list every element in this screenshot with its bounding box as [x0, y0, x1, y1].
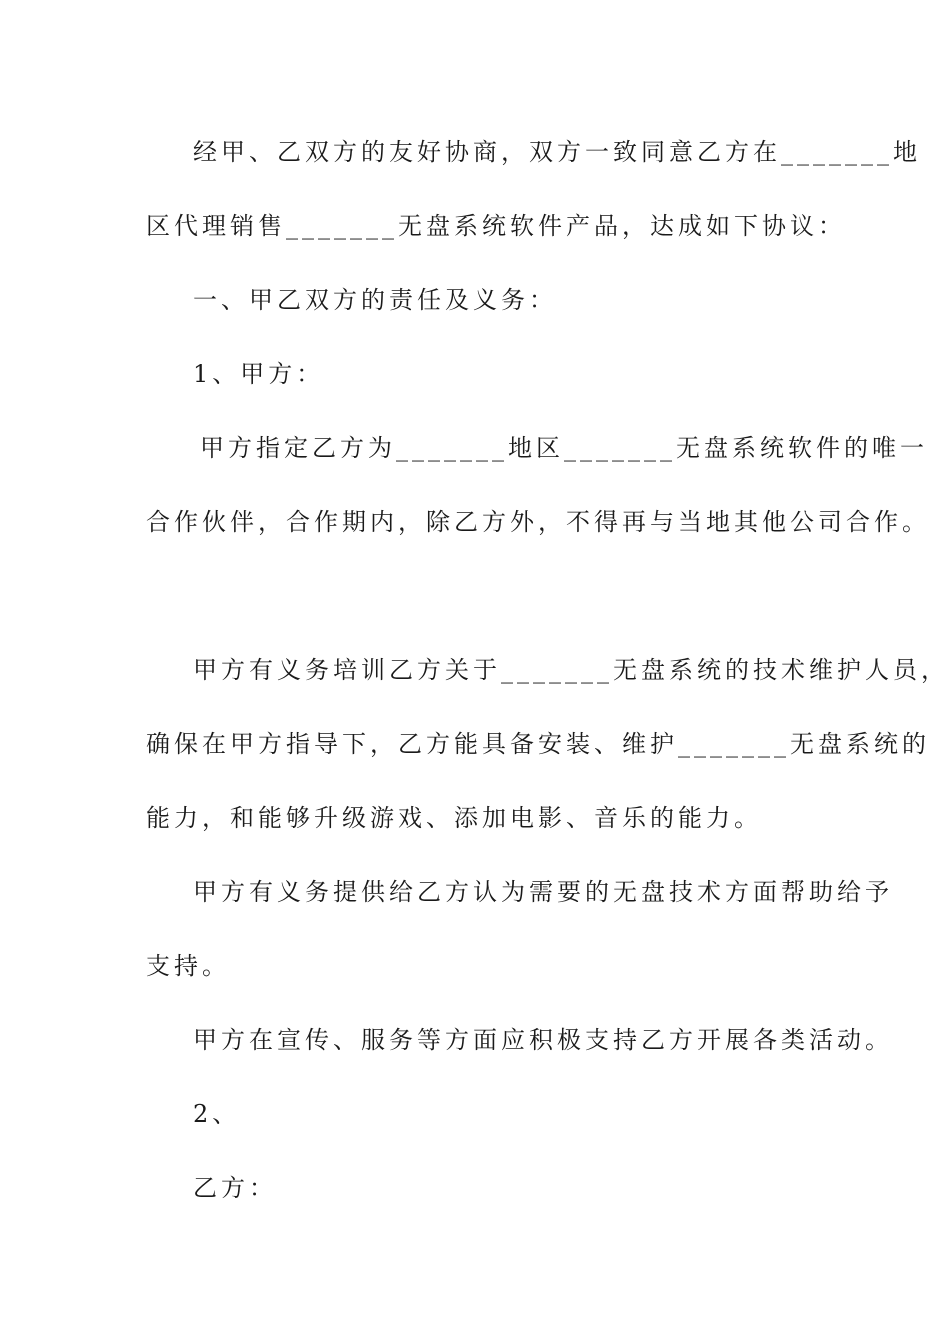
clause-training-line-2: 确保在甲方指导下，乙方能具备安装、维护_______无盘系统的	[146, 730, 930, 758]
subsection-heading-party-a: 1、甲方：	[193, 360, 325, 388]
clause-support-line-2: 支持。	[146, 952, 230, 980]
clause-training-line-3: 能力，和能够升级游戏、添加电影、音乐的能力。	[146, 804, 762, 832]
paragraph-intro-line-2: 区代理销售_______无盘系统软件产品，达成如下协议：	[146, 212, 846, 240]
paragraph-intro-line-1: 经甲、乙双方的友好协商，双方一致同意乙方在_______地	[193, 138, 921, 166]
clause-promotion: 甲方在宣传、服务等方面应积极支持乙方开展各类活动。	[193, 1026, 893, 1054]
clause-exclusive-partner-line-2: 合作伙伴，合作期内，除乙方外，不得再与当地其他公司合作。	[146, 508, 930, 536]
subsection-heading-party-b: 乙方：	[193, 1174, 277, 1202]
clause-exclusive-partner-line-1: 甲方指定乙方为_______地区_______无盘系统软件的唯一	[200, 434, 928, 462]
clause-support-line-1: 甲方有义务提供给乙方认为需要的无盘技术方面帮助给予	[193, 878, 893, 906]
section-heading-responsibilities: 一、甲乙双方的责任及义务：	[193, 286, 557, 314]
clause-training-line-1: 甲方有义务培训乙方关于_______无盘系统的技术维护人员，	[193, 656, 949, 684]
subsection-number-2: 2、	[193, 1100, 241, 1128]
